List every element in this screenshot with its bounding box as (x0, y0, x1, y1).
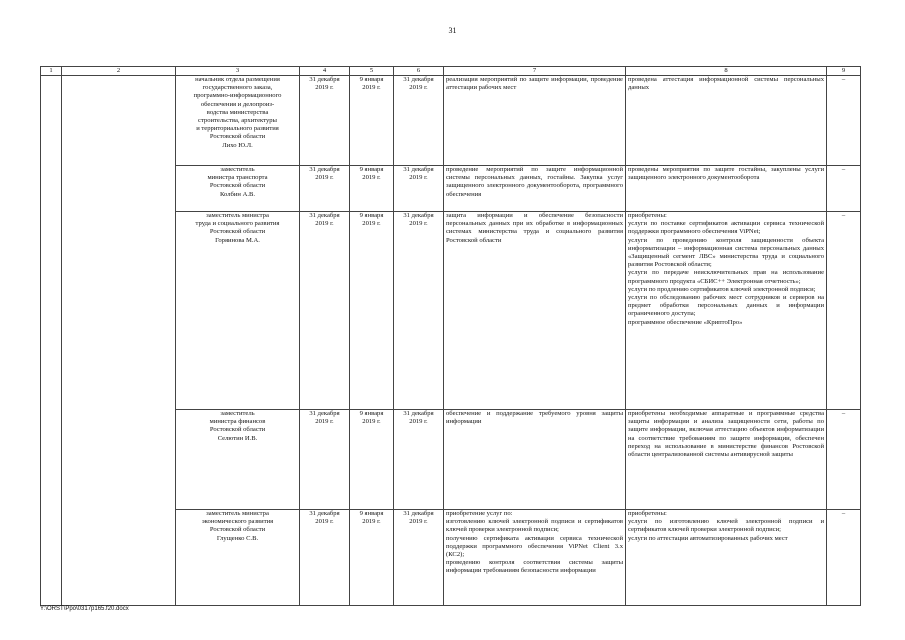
date-cell: 9 января 2019 г. (350, 410, 394, 510)
measure-cell: проведение мероприятий по защите информационной системы персональных данных, гостайны. Закупка услуг защищенного электронного документооборота, программного обеспечения (444, 166, 626, 212)
official-cell: заместитель министра экономического развития Ростовской области Глущенко С.В. (176, 510, 300, 606)
official-cell: заместитель министра труда и социального развития Ростовской области Горяинова М.А. (176, 212, 300, 410)
note-cell: – (827, 212, 861, 410)
result-cell: приобретены: услуги по изготовлению ключей электронной подписи и сертификатов ключей проверки электронной подписи; услуги по аттестации автоматизированных рабочих мест (626, 510, 827, 606)
official-cell: заместитель министра транспорта Ростовской области Колбин А.В. (176, 166, 300, 212)
date-cell: 31 декабря 2019 г. (300, 410, 350, 510)
header-cell: 2 (62, 67, 176, 76)
header-cell: 5 (350, 67, 394, 76)
header-cell: 6 (394, 67, 444, 76)
result-cell: приобретены: услуги по поставке сертификатов активации сервиса технической поддержки программного обеспечения ViPNet; услуги по проведению контроля защищенности объекта информатизации – информационная система персональных данных «Защищенный сегмент ЛВС» министерства труда и социального развития Ростовской области; услуги по передаче неисключительных прав на использование программного продукта «СБИС++ Электронная отчетность»; услуги по продлению сертификатов ключей электронной подписи; услуги по обследованию рабочих мест сотрудников и серверов на предмет обработки персональных данных и информации ограниченного доступа; программное обеспечение «КриптоПро» (626, 212, 827, 410)
date-cell: 9 января 2019 г. (350, 212, 394, 410)
date-cell: 31 декабря 2019 г. (300, 510, 350, 606)
date-cell: 31 декабря 2019 г. (394, 166, 444, 212)
measure-cell: реализация мероприятий по защите информации, проведение аттестации рабочих мест (444, 76, 626, 166)
header-cell: 9 (827, 67, 861, 76)
note-cell: – (827, 76, 861, 166)
note-cell: – (827, 510, 861, 606)
note-cell: – (827, 410, 861, 510)
table-row (41, 76, 861, 166)
measures-table (40, 66, 861, 606)
header-cell: 7 (444, 67, 626, 76)
measure-cell: обеспечение и поддержание требуемого уровня защиты информации (444, 410, 626, 510)
result-cell: приобретены необходимые аппаратные и программные средства защиты информации и анализа защищенности сети, работы по защите информации, включая аттестацию объектов информатизации на соответствие требованиям по защите информации, обеспечен переход на использование в министерстве финансов Ростовской области централизованной системы антивирусной защиты (626, 410, 827, 510)
date-cell: 31 декабря 2019 г. (394, 410, 444, 510)
header-cell: 3 (176, 67, 300, 76)
measure-cell: приобретение услуг по: изготовлению ключей электронной подписи и сертификатов ключей проверки электронной подписи; получению сертификата активации сервиса технической поддержки программного обеспечения ViPNet Client 3.x (КС2); проведению контроля соответствия системы защиты информации требованиям безопасности информации (444, 510, 626, 606)
date-cell: 31 декабря 2019 г. (300, 166, 350, 212)
date-cell: 31 декабря 2019 г. (300, 212, 350, 410)
official-cell: начальник отдела размещения государственного заказа, программно-информационного обеспечения и делопроиз- водства министерства строительства, архитектуры и территориального развития Ростовской области Лихо Ю.Л. (176, 76, 300, 166)
page-number: 31 (448, 26, 457, 35)
result-cell: проведены мероприятия по защите гостайны, закуплены услуги защищенного электронного документооборота (626, 166, 827, 212)
empty-cell (41, 76, 62, 606)
official-cell: заместитель министра финансов Ростовской области Селютин И.В. (176, 410, 300, 510)
header-cell: 1 (41, 67, 62, 76)
date-cell: 31 декабря 2019 г. (300, 76, 350, 166)
date-cell: 9 января 2019 г. (350, 76, 394, 166)
header-cell: 4 (300, 67, 350, 76)
measure-cell: защита информации и обеспечение безопасности персональных данных при их обработке в информационных системах министерства труда и социального развития Ростовской области (444, 212, 626, 410)
note-cell: – (827, 166, 861, 212)
table-header-row (41, 67, 861, 76)
date-cell: 31 декабря 2019 г. (394, 212, 444, 410)
date-cell: 31 декабря 2019 г. (394, 76, 444, 166)
file-path-footer: Y:\ORST\Ppo\0317p165.f20.docx (40, 606, 129, 612)
date-cell: 9 января 2019 г. (350, 510, 394, 606)
result-cell: проведена аттестация информационной системы персональных данных (626, 76, 827, 166)
empty-cell (62, 76, 176, 606)
header-cell: 8 (626, 67, 827, 76)
date-cell: 31 декабря 2019 г. (394, 510, 444, 606)
date-cell: 9 января 2019 г. (350, 166, 394, 212)
